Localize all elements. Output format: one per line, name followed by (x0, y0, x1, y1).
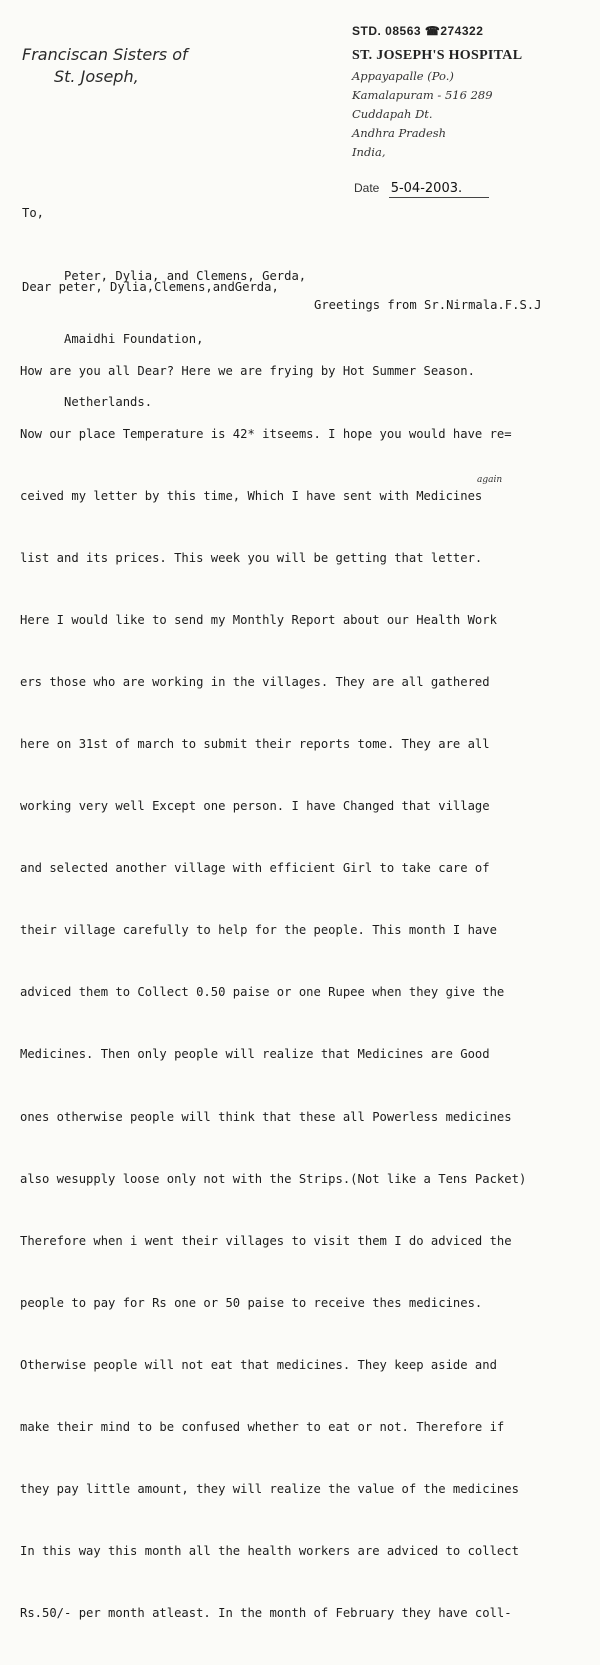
phone-number: STD. 08563 ☎274322 (352, 24, 484, 38)
body-line: make their mind to be confused whether to eat or not. Therefore if (20, 1420, 505, 1434)
body-line: ceived my letter by this time, Which I have sent with Medicines (20, 488, 483, 503)
body-line: ers those who are working in the villages. They are all gathered (20, 674, 490, 689)
date-label: Date (354, 181, 380, 195)
body-line: Otherwise people will not eat that medicines. They keep aside and (20, 1357, 497, 1372)
greeting: Greetings from Sr.Nirmala.F.S.J (314, 298, 542, 312)
handwritten-note: again (477, 475, 503, 485)
body-line: Rs.50/- per month atleast. In the month of February they have coll- (20, 1606, 512, 1621)
body-line: Now our place Temperature is 42* itseems. I hope you would have re= (20, 426, 512, 441)
body-line: adviced them to Collect 0.50 paise or one Rupee when they give the (20, 985, 505, 1000)
body-line: Medicines. Then only people will realize that Medicines are Good (20, 1047, 490, 1062)
body-line: ones otherwise people will think that these all Powerless medicines (20, 1109, 512, 1124)
body-line: their village carefully to help for the people. This month I have (20, 923, 497, 938)
body-line: In this way this month all the health workers are adviced to collect (20, 1544, 519, 1559)
hospital-name: ST. JOSEPH'S HOSPITAL (352, 48, 523, 63)
body-line: people to pay for Rs one or 50 paise to receive thes medicines. (20, 1295, 483, 1310)
recipient-line: Amaidhi Foundation, (64, 332, 204, 346)
organization-line-1: Franciscan Sisters of (22, 45, 188, 64)
body-line: Therefore when i went their villages to visit them I do adviced the (20, 1233, 512, 1248)
address-line: Andhra Pradesh (352, 126, 447, 140)
body-line: working very well Except one person. I have Changed that village (20, 799, 490, 814)
letter-body (20, 320, 526, 1665)
date-field (354, 181, 489, 198)
recipient-line: Peter, Dylia, and Clemens, Gerda, (64, 269, 307, 283)
address-line: India, (352, 145, 386, 159)
body-line: Here I would like to send my Monthly Report about our Health Work (20, 612, 497, 627)
hospital-letterhead (352, 24, 522, 162)
organization-name (22, 44, 188, 88)
address-line: Cuddapah Dt. (352, 107, 433, 121)
body-line: How are you all Dear? Here we are frying by Hot Summer Season. (20, 364, 475, 379)
salutation: Dear peter, Dylia,Clemens,andGerda, (22, 280, 279, 294)
address-line: Appayapalle (Po.) (352, 69, 454, 83)
to-label: To, (22, 206, 45, 220)
body-line: and selected another village with efficient Girl to take care of (20, 861, 490, 876)
body-line: also wesupply loose only not with the Strips.(Not like a Tens Packet) (20, 1171, 527, 1186)
date-value: 5-04-2003. (389, 181, 489, 198)
body-line: list and its prices. This week you will be getting that letter. (20, 550, 483, 565)
body-line: here on 31st of march to submit their reports tome. They are all (20, 736, 490, 751)
address-line: Kamalapuram - 516 289 (352, 88, 493, 102)
body-line: they pay little amount, they will realize the value of the medicines (20, 1482, 519, 1497)
recipient-line: Netherlands. (64, 395, 153, 409)
organization-line-2: St. Joseph, (54, 67, 139, 86)
hospital-address (352, 67, 522, 162)
